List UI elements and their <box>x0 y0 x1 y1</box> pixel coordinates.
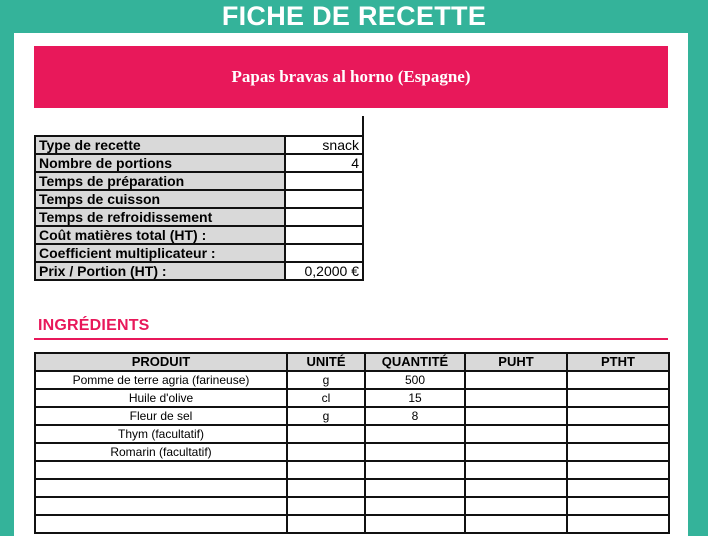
cell-ptht[interactable] <box>567 389 669 407</box>
table-row <box>35 371 669 389</box>
cell-product[interactable]: Romarin (facultatif) <box>35 443 287 461</box>
cell-unit[interactable] <box>287 425 365 443</box>
info-value[interactable]: 0,2000 € <box>285 262 363 280</box>
info-label: Temps de cuisson <box>35 190 285 208</box>
column-header-quantity: QUANTITÉ <box>365 353 465 371</box>
info-row-coefficient <box>35 244 363 262</box>
table-row <box>35 515 669 533</box>
info-value[interactable]: snack <box>285 136 363 154</box>
cell-quantity[interactable] <box>365 425 465 443</box>
info-label: Prix / Portion (HT) : <box>35 262 285 280</box>
cell-puht[interactable] <box>465 407 567 425</box>
column-header-unit: UNITÉ <box>287 353 365 371</box>
recipe-sheet <box>14 33 688 536</box>
recipe-info-table <box>34 135 364 281</box>
cell-unit[interactable]: g <box>287 407 365 425</box>
cell-puht[interactable] <box>465 497 567 515</box>
table-row <box>35 497 669 515</box>
info-label: Nombre de portions <box>35 154 285 172</box>
ingredients-table <box>34 352 670 534</box>
cell-quantity[interactable] <box>365 479 465 497</box>
cell-ptht[interactable] <box>567 425 669 443</box>
recipe-name-banner: Papas bravas al horno (Espagne) <box>34 46 668 108</box>
cell-quantity[interactable] <box>365 497 465 515</box>
section-divider <box>34 338 668 340</box>
table-row <box>35 389 669 407</box>
table-row <box>35 443 669 461</box>
info-value[interactable] <box>285 208 363 226</box>
column-header-puht: PUHT <box>465 353 567 371</box>
cell-puht[interactable] <box>465 461 567 479</box>
table-row <box>35 479 669 497</box>
ingredients-section-title: INGRÉDIENTS <box>38 317 150 334</box>
info-label: Temps de préparation <box>35 172 285 190</box>
cell-puht[interactable] <box>465 479 567 497</box>
cell-product[interactable] <box>35 461 287 479</box>
cell-unit[interactable] <box>287 479 365 497</box>
column-header-ptht: PTHT <box>567 353 669 371</box>
cell-product[interactable] <box>35 479 287 497</box>
info-label: Temps de refroidissement <box>35 208 285 226</box>
cell-ptht[interactable] <box>567 371 669 389</box>
cell-product[interactable]: Fleur de sel <box>35 407 287 425</box>
cell-unit[interactable]: g <box>287 371 365 389</box>
info-label: Type de recette <box>35 136 285 154</box>
cell-quantity[interactable]: 500 <box>365 371 465 389</box>
info-value[interactable] <box>285 190 363 208</box>
info-row-cook-time <box>35 190 363 208</box>
ingredients-header-row <box>35 353 669 371</box>
cell-puht[interactable] <box>465 443 567 461</box>
cell-product[interactable]: Thym (facultatif) <box>35 425 287 443</box>
info-value[interactable]: 4 <box>285 154 363 172</box>
table-row <box>35 425 669 443</box>
cell-border <box>362 116 364 135</box>
cell-unit[interactable] <box>287 443 365 461</box>
cell-ptht[interactable] <box>567 461 669 479</box>
info-row-prep-time <box>35 172 363 190</box>
info-value[interactable] <box>285 172 363 190</box>
table-row <box>35 461 669 479</box>
cell-product[interactable]: Huile d'olive <box>35 389 287 407</box>
cell-quantity[interactable] <box>365 461 465 479</box>
info-label: Coefficient multiplicateur : <box>35 244 285 262</box>
table-row <box>35 407 669 425</box>
info-row-total-cost <box>35 226 363 244</box>
cell-product[interactable] <box>35 497 287 515</box>
cell-product[interactable] <box>35 515 287 533</box>
info-row-cooling-time <box>35 208 363 226</box>
cell-unit[interactable] <box>287 515 365 533</box>
cell-puht[interactable] <box>465 389 567 407</box>
page-title: FICHE DE RECETTE <box>221 1 487 31</box>
cell-ptht[interactable] <box>567 479 669 497</box>
cell-product[interactable]: Pomme de terre agria (farineuse) <box>35 371 287 389</box>
column-header-product: PRODUIT <box>35 353 287 371</box>
cell-unit[interactable]: cl <box>287 389 365 407</box>
cell-puht[interactable] <box>465 515 567 533</box>
cell-ptht[interactable] <box>567 407 669 425</box>
cell-quantity[interactable] <box>365 515 465 533</box>
cell-puht[interactable] <box>465 371 567 389</box>
cell-puht[interactable] <box>465 425 567 443</box>
cell-unit[interactable] <box>287 497 365 515</box>
cell-unit[interactable] <box>287 461 365 479</box>
info-label: Coût matières total (HT) : <box>35 226 285 244</box>
info-value[interactable] <box>285 226 363 244</box>
cell-ptht[interactable] <box>567 515 669 533</box>
info-row-type <box>35 136 363 154</box>
cell-quantity[interactable] <box>365 443 465 461</box>
cell-quantity[interactable]: 15 <box>365 389 465 407</box>
cell-ptht[interactable] <box>567 497 669 515</box>
info-row-price-per-portion <box>35 262 363 280</box>
cell-quantity[interactable]: 8 <box>365 407 465 425</box>
info-row-portions <box>35 154 363 172</box>
cell-ptht[interactable] <box>567 443 669 461</box>
info-value[interactable] <box>285 244 363 262</box>
